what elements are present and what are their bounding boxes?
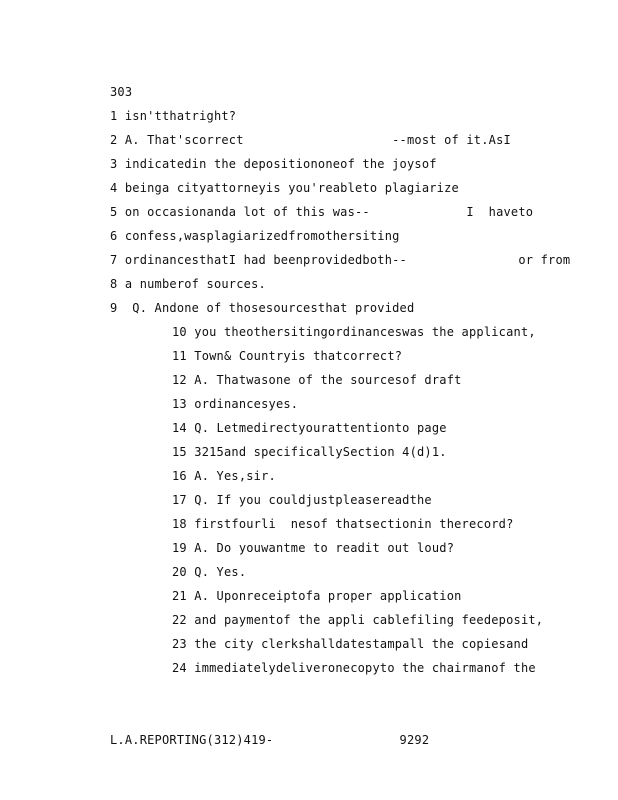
transcript-line: 22 and paymentof the appli cablefiling feedeposit, xyxy=(172,613,544,627)
transcript-line: 20 Q. Yes. xyxy=(172,565,247,579)
transcript-line: 18 firstfourli nesof thatsectionin therecord? xyxy=(172,517,514,531)
transcript-line: 16 A. Yes,sir. xyxy=(172,469,276,483)
transcript-line: 1 isn'tthatright? xyxy=(110,109,237,123)
reporter-footer: L.A.REPORTING(312)419- 9292 xyxy=(110,733,430,747)
transcript-line: 15 3215and specificallySection 4(d)1. xyxy=(172,445,447,459)
transcript-line: 10 you theothersitingordinanceswas the applicant, xyxy=(172,325,536,339)
transcript-line: 4 beinga cityattorneyis you'reableto plagiarize xyxy=(110,181,459,195)
transcript-line: 3 indicatedin the depositiononeof the joysof xyxy=(110,157,437,171)
transcript-line: 11 Town& Countryis thatcorrect? xyxy=(172,349,403,363)
transcript-line: 12 A. Thatwasone of the sourcesof draft xyxy=(172,373,462,387)
transcript-line: 21 A. Uponreceiptofa proper application xyxy=(172,589,462,603)
transcript-line: 5 on occasionanda lot of this was-- I haveto xyxy=(110,205,534,219)
transcript-line: 23 the city clerkshalldatestampall the copiesand xyxy=(172,637,529,651)
transcript-line: 24 immediatelydeliveronecopyto the chairmanof the xyxy=(172,661,536,675)
transcript-line: 14 Q. Letmedirectyourattentionto page xyxy=(172,421,447,435)
transcript-line: 17 Q. If you couldjustpleasereadthe xyxy=(172,493,432,507)
transcript-line: 9 Q. Andone of thosesourcesthat provided xyxy=(110,301,415,315)
transcript-line: 6 confess,wasplagiarizedfromothersiting xyxy=(110,229,400,243)
transcript-line: 7 ordinancesthatI had beenprovidedboth-- or from xyxy=(110,253,571,267)
transcript-line: 2 A. That'scorrect --most of it.AsI xyxy=(110,133,511,147)
transcript-line: 8 a numberof sources. xyxy=(110,277,266,291)
page-number: 303 xyxy=(110,85,133,99)
transcript-line: 19 A. Do youwantme to readit out loud? xyxy=(172,541,455,555)
transcript-line: 13 ordinancesyes. xyxy=(172,397,299,411)
